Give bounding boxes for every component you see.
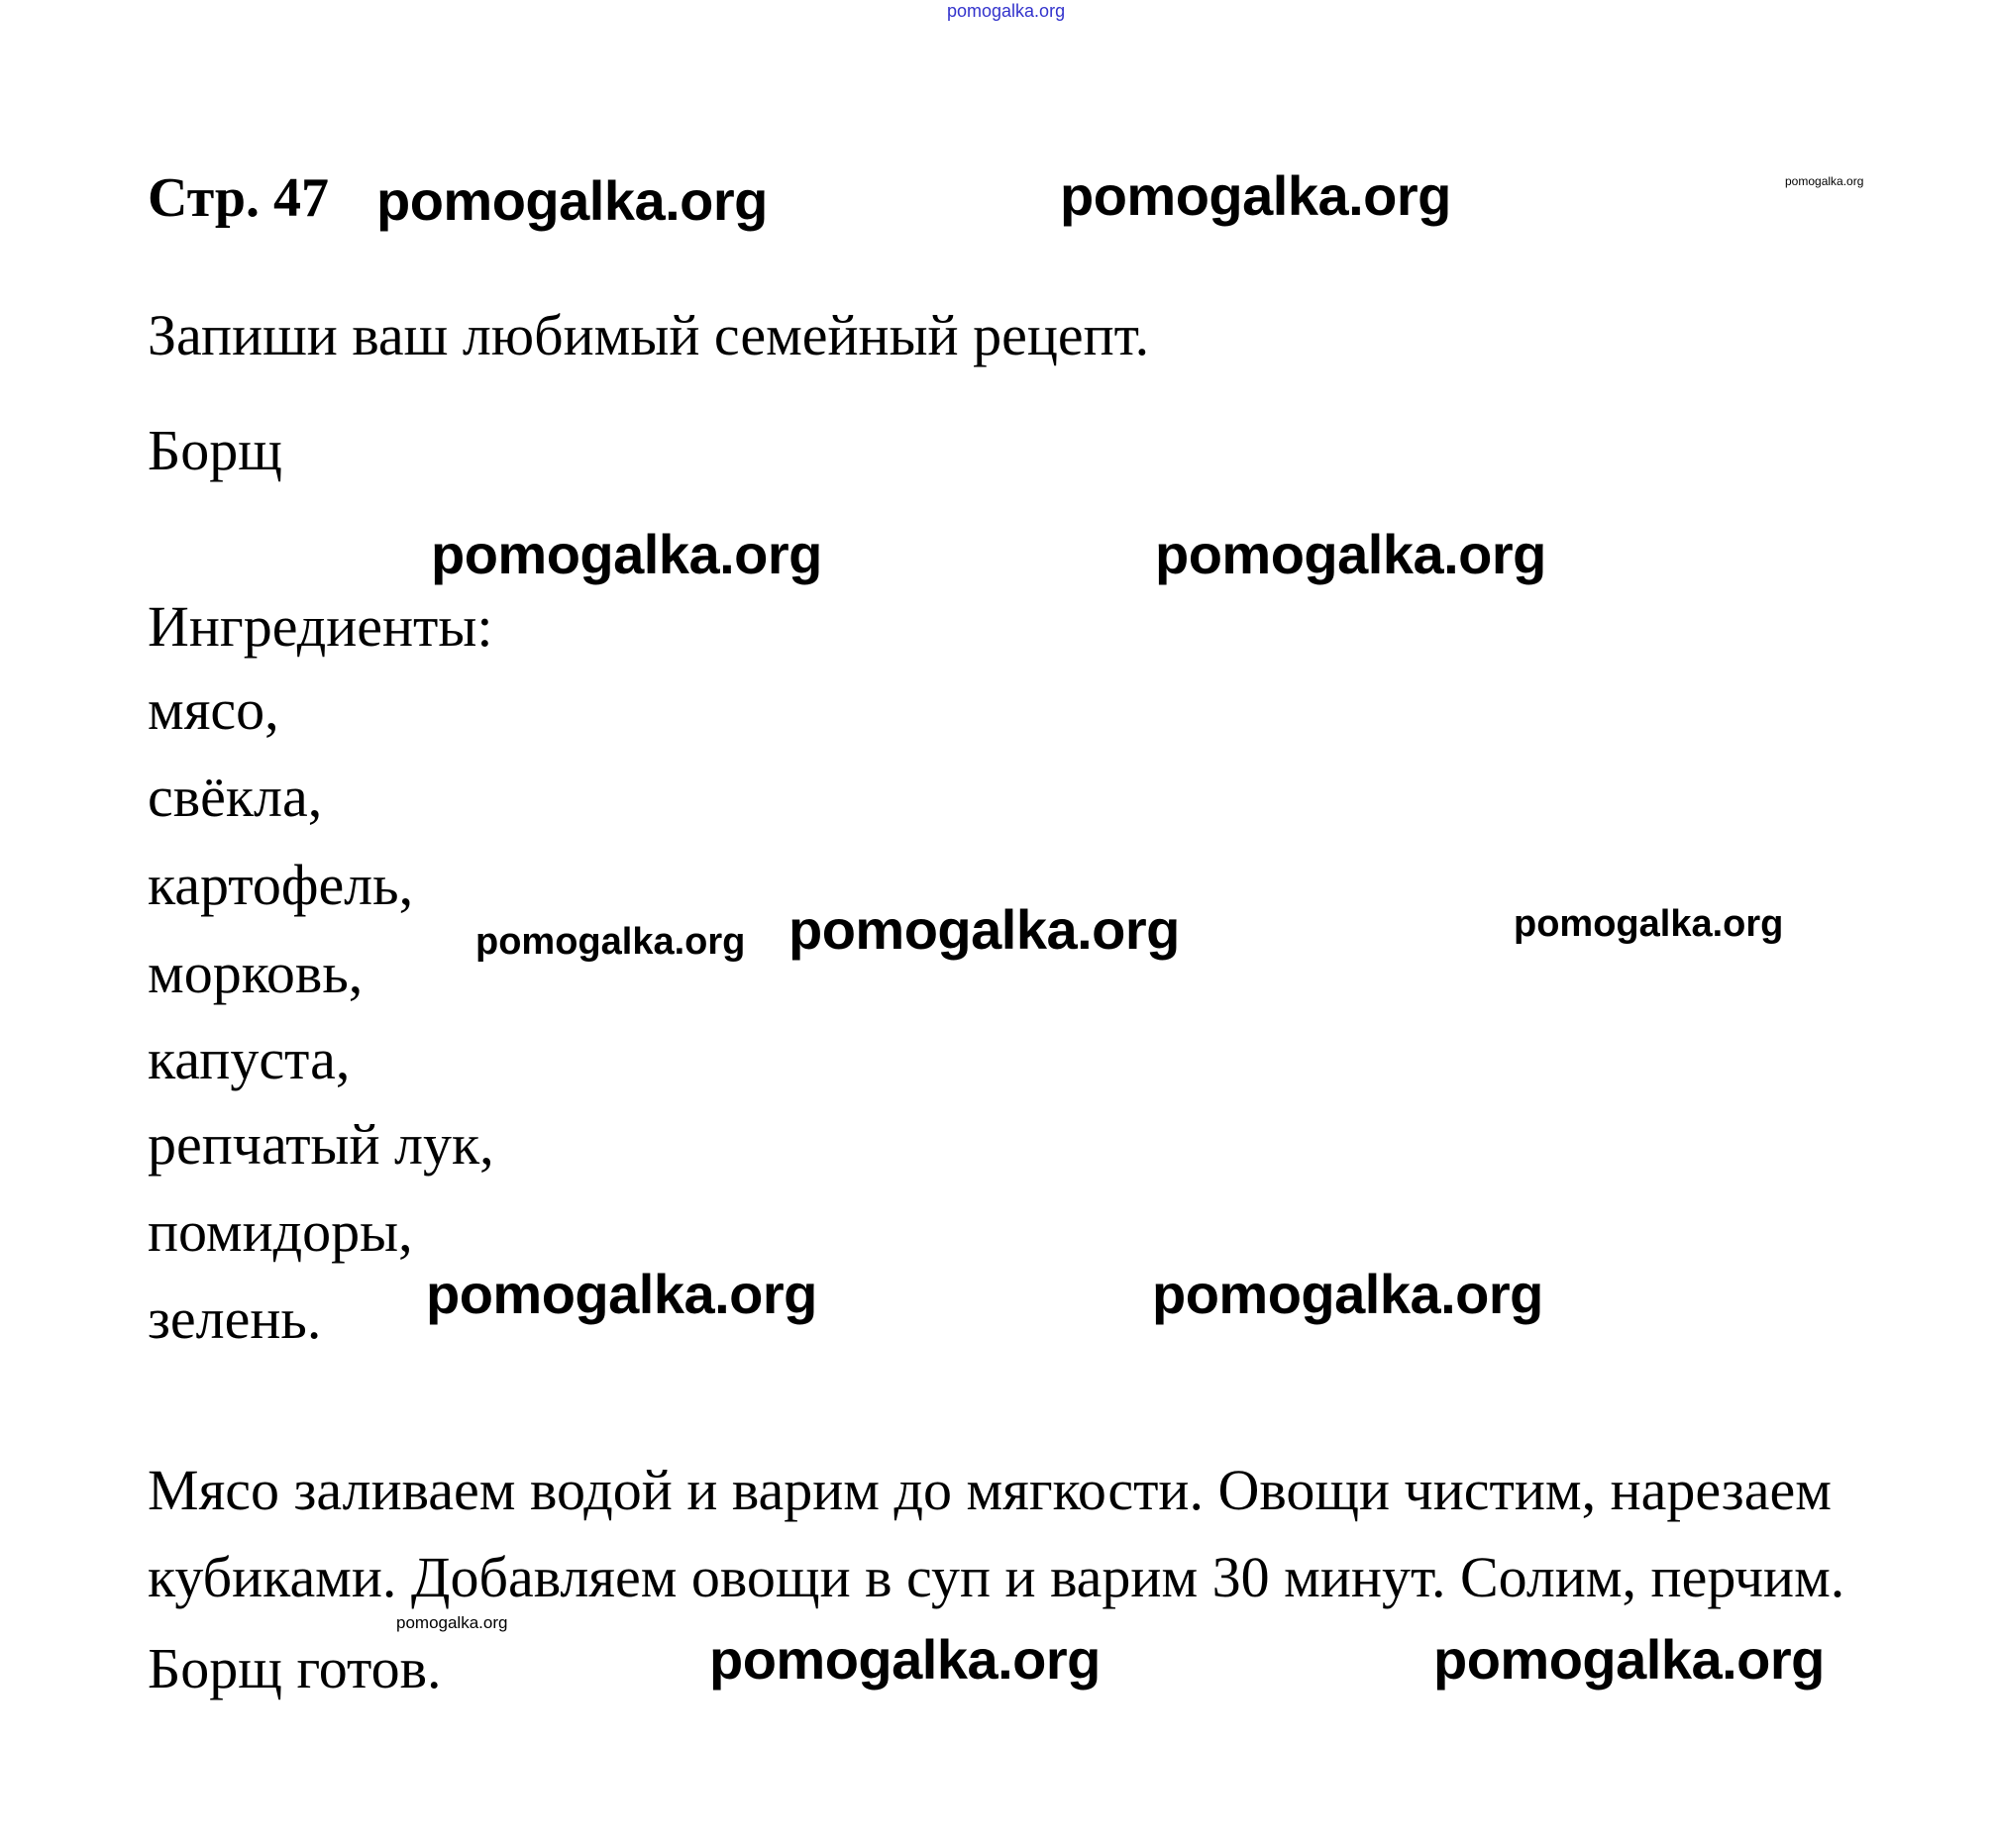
watermark: pomogalka.org — [709, 1628, 1101, 1691]
watermark-tiny: pomogalka.org — [1785, 174, 1864, 188]
watermark: pomogalka.org — [431, 523, 822, 585]
watermark: pomogalka.org — [788, 898, 1180, 961]
recipe-title: Борщ — [148, 418, 282, 482]
watermark: pomogalka.org — [1155, 523, 1546, 585]
watermark-small: pomogalka.org — [475, 921, 746, 963]
ingredient-item: мясо, — [148, 677, 279, 742]
ingredient-item: картофель, — [148, 853, 414, 917]
watermark: pomogalka.org — [426, 1263, 817, 1325]
ingredient-item: зелень. — [148, 1286, 322, 1351]
instruction-line: кубиками. Добавляем овощи в суп и варим 30 минут. Солим, перчим. — [148, 1545, 1845, 1609]
watermark: pomogalka.org — [1433, 1628, 1825, 1691]
ingredient-item: капуста, — [148, 1027, 351, 1091]
ingredients-heading: Ингредиенты: — [148, 594, 493, 659]
ingredient-item: репчатый лук, — [148, 1112, 494, 1177]
watermark-small: pomogalka.org — [1514, 903, 1784, 945]
watermark: pomogalka.org — [1152, 1263, 1543, 1325]
instruction-line: Борщ готов. — [148, 1636, 442, 1700]
task-text: Запиши ваш любимый семейный рецепт. — [148, 303, 1150, 367]
instruction-line: Мясо заливаем водой и варим до мягкости. Овощи чистим, нарезаем — [148, 1458, 1832, 1522]
ingredient-item: морковь, — [148, 941, 364, 1005]
top-watermark: pomogalka.org — [947, 1, 1066, 21]
ingredient-item: помидоры, — [148, 1199, 413, 1264]
page-label: Стр. 47 — [148, 167, 330, 229]
watermark-tiny: pomogalka.org — [396, 1613, 508, 1632]
watermark: pomogalka.org — [1060, 164, 1451, 227]
watermark: pomogalka.org — [376, 169, 768, 232]
ingredient-item: свёкла, — [148, 765, 323, 829]
